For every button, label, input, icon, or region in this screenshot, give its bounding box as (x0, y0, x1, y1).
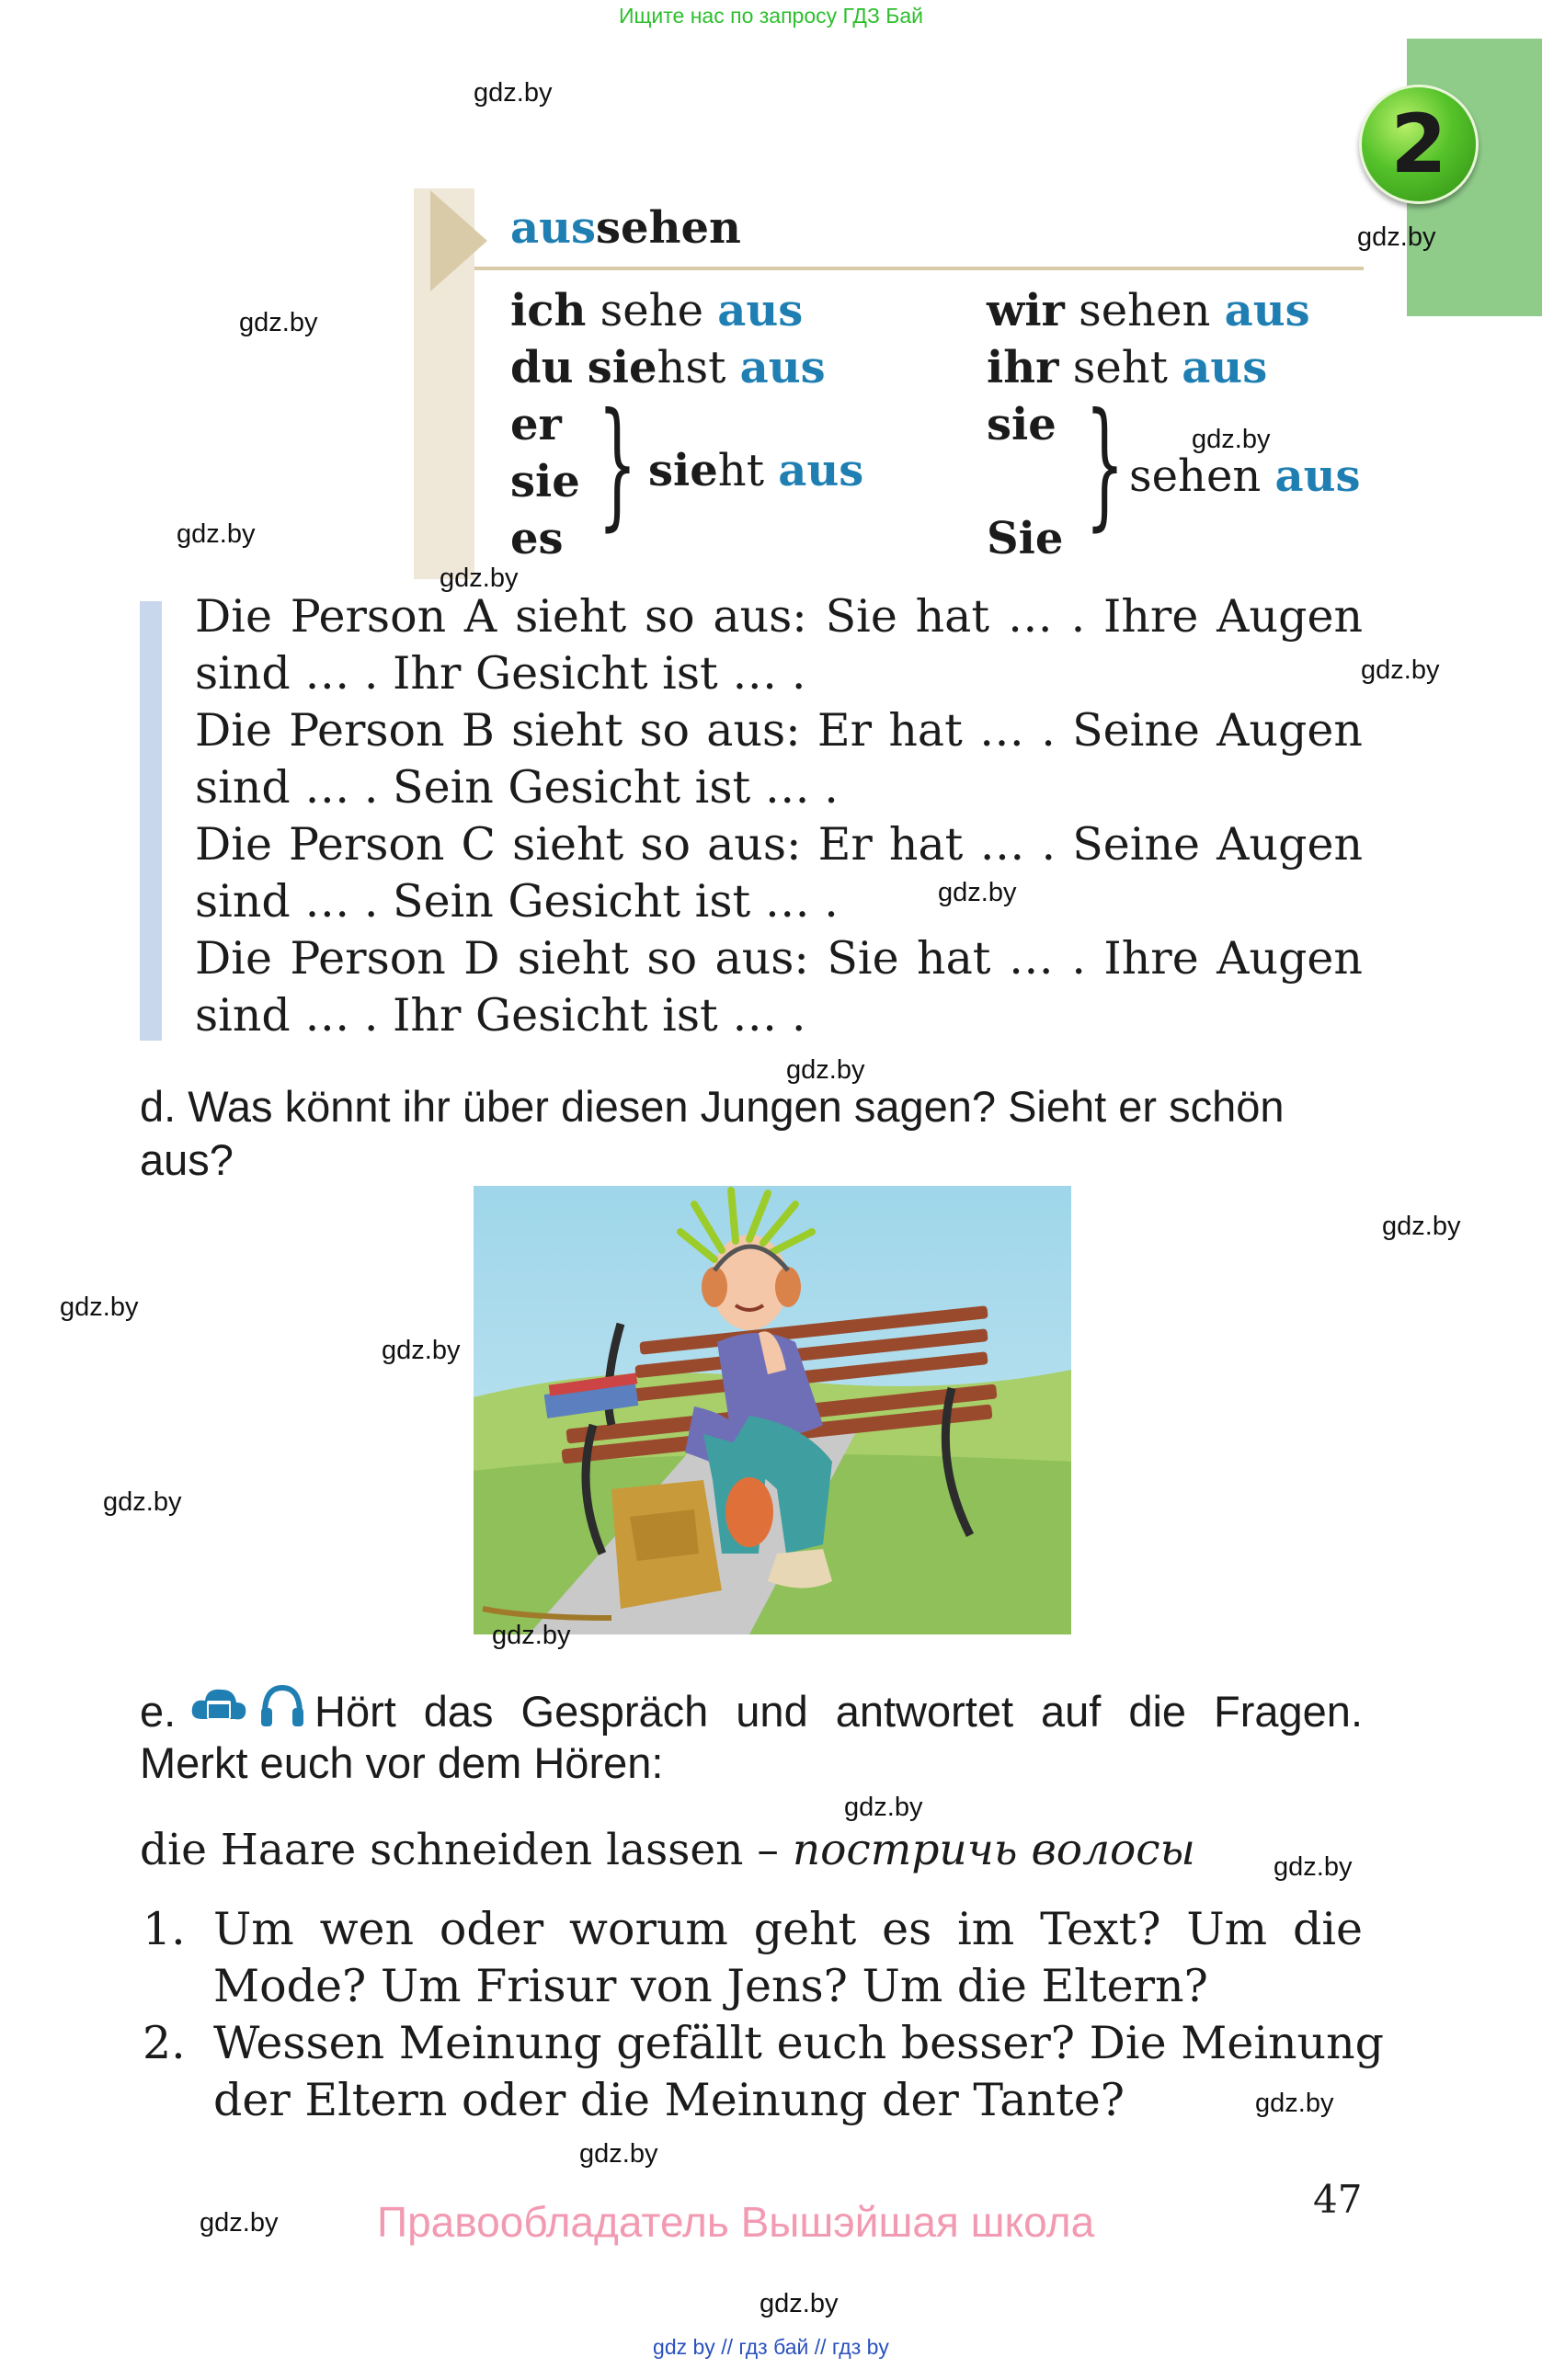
brace-left: } (598, 384, 637, 544)
watermark: gdz.by (382, 1336, 461, 1365)
watermark: gdz.by (474, 78, 553, 108)
question-line: Um wen oder worum geht es im Text? Um die (213, 1903, 1363, 1955)
copyright-text: Правообладатель Вышэйшая школа (377, 2198, 1095, 2246)
headphones-icon[interactable] (257, 1682, 307, 1728)
vocab-russian: постричь волосы (792, 1825, 1195, 1875)
chapter-badge (1359, 85, 1479, 204)
conj-sehen: sehen aus (1129, 450, 1361, 502)
watermark: gdz.by (1357, 222, 1436, 252)
example-line: Die Person A sieht so aus: Sie hat … . Ihre Augen (195, 590, 1363, 643)
vocab-dash: – (757, 1825, 779, 1875)
watermark: gdz.by (103, 1487, 182, 1517)
watermark: gdz.by (786, 1055, 865, 1085)
example-line: sind … . Ihr Gesicht ist … . (195, 989, 806, 1042)
conj-du: du siehst aus (510, 342, 826, 393)
question-line: Mode? Um Frisur von Jens? Um die Eltern? (213, 1960, 1208, 2012)
watermark: gdz.by (60, 1292, 139, 1322)
watermark: gdz.by (1192, 425, 1271, 454)
conj-sieht: sieht aus (648, 445, 864, 496)
watermark: gdz.by (579, 2139, 658, 2169)
watermark: gdz.by (1361, 655, 1440, 685)
watermark: gdz.by (1274, 1852, 1353, 1882)
watermark: gdz.by (200, 2208, 279, 2238)
verb-title (510, 202, 741, 254)
footer-links[interactable]: gdz by // гдз бай // гдз by (653, 2335, 889, 2359)
example-line: Die Person D sieht so aus: Sie hat … . Ihre Augen (195, 932, 1363, 985)
verb-prefix: aus (510, 202, 597, 254)
conjugation-divider (474, 267, 1364, 270)
vocab-german: die Haare schneiden lassen (140, 1825, 744, 1875)
boy-on-bench-illustration (474, 1186, 1071, 1634)
question-line: Wessen Meinung gefällt euch besser? Die Meinung (213, 2017, 1385, 2069)
task-e-line2: Merkt euch vor dem Hören: (140, 1738, 664, 1787)
task-d-line1: d. Was könnt ihr über diesen Jungen sagen? Sieht er schön (140, 1082, 1285, 1131)
task-e-line1: Hört das Gespräch und antwortet auf die Fragen. (314, 1687, 1363, 1736)
conj-sie-plural: sie (987, 399, 1057, 450)
question-number: 1. (143, 1903, 186, 1955)
question-line: der Eltern oder die Meinung der Tante? (213, 2074, 1125, 2126)
examples-bar (140, 601, 162, 1041)
chapter-number: 2 (1390, 97, 1447, 191)
watermark: gdz.by (492, 1621, 571, 1650)
watermark: gdz.by (760, 2289, 839, 2318)
example-line: Die Person B sieht so aus: Er hat … . Seine Augen (195, 704, 1363, 757)
search-hint-link[interactable]: Ищите нас по запросу ГДЗ Бай (618, 4, 924, 28)
verb-stem: sehen (596, 202, 741, 254)
conj-es: es (510, 513, 564, 564)
conj-sie: sie (510, 456, 580, 507)
conj-ich: ich sehe aus (510, 285, 804, 336)
cloud-folder-icon[interactable] (188, 1682, 249, 1728)
watermark: gdz.by (440, 564, 519, 593)
brace-right: } (1085, 384, 1125, 544)
question-number: 2. (143, 2017, 186, 2069)
example-line: sind … . Sein Gesicht ist … . (195, 761, 839, 814)
vocab-entry (140, 1825, 1195, 1875)
conj-ihr: ihr seht aus (987, 342, 1268, 393)
triangle-marker-icon (430, 190, 487, 291)
watermark: gdz.by (1382, 1212, 1461, 1241)
watermark: gdz.by (239, 308, 318, 337)
watermark: gdz.by (938, 878, 1017, 907)
watermark: gdz.by (177, 519, 256, 549)
conj-Sie-formal: Sie (987, 513, 1064, 564)
example-line: Die Person C sieht so aus: Er hat … . Seine Augen (195, 818, 1363, 871)
conj-er: er (510, 399, 562, 450)
watermark: gdz.by (844, 1793, 923, 1822)
task-d-line2: aus? (140, 1135, 234, 1184)
example-line: sind … . Ihr Gesicht ist … . (195, 647, 806, 700)
example-line: sind … . Sein Gesicht ist … . (195, 875, 839, 928)
page-number: 47 (1313, 2177, 1363, 2222)
task-e-letter: e. (140, 1687, 177, 1736)
conj-wir: wir sehen aus (987, 285, 1310, 336)
watermark: gdz.by (1255, 2089, 1334, 2118)
